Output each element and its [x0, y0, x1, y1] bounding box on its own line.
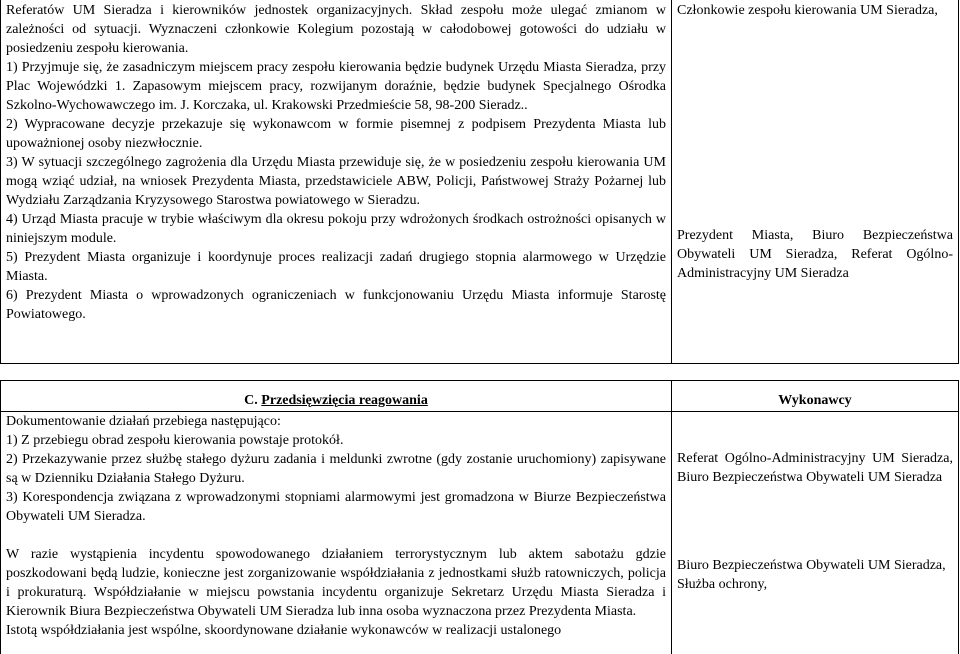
- top-right-cell-executors: [672, 226, 958, 283]
- bottom-left-cell: [1, 412, 671, 640]
- executors-president: Prezydent Miasta, Biuro Bezpieczeństwa Obywateli UM Sieradza, Referat Ogólno-Administracyjny UM Sieradza: [677, 228, 953, 281]
- cooperation-paragraph: Istotą współdziałania jest wspólne, skoordynowane działanie wykonawców w realizacji ustalonego: [6, 623, 562, 638]
- executors-members: Członkowie zespołu kierowania UM Sieradza,: [677, 3, 938, 18]
- documentation-item-2: 2) Przekazywanie przez służbę stałego dyżuru zadania i meldunki zwrotne (gdy zostanie uruchomiony) zapisywane są w Dzienniku Działania Stałego Dyżuru.: [6, 452, 666, 486]
- documentation-item-1: 1) Z przebiegu obrad zespołu kierowania powstaje protokół.: [6, 433, 344, 448]
- executors-documentation: Referat Ogólno-Administracyjny UM Sieradza, Biuro Bezpieczeństwa Obywateli UM Sieradza: [677, 451, 953, 485]
- documentation-intro: Dokumentowanie działań przebiega następująco:: [6, 414, 281, 429]
- point-3: 3) W sytuacji szczególnego zagrożenia dla Urzędu Miasta przewiduje się, że w posiedzeniu zespołu kierowania UM mogą wziąć udział, na wniosek Prezydenta Miasta, przedstawiciele ABW, Policji, Państwowej Straży Pożarnej lub Wydziału Zarządzania Kryzysowego Starostwa powiatowego w Sieradzu.: [6, 155, 666, 208]
- executors-incident-line-1: Biuro Bezpieczeństwa Obywateli UM Sieradza,: [677, 558, 946, 573]
- section-header: [1, 391, 671, 410]
- section-title: Przedsięwzięcia reagowania: [261, 393, 428, 408]
- top-table-bottom-border: [0, 363, 959, 364]
- point-4: 4) Urząd Miasta pracuje w trybie właściwym dla okresu pokoju przy wdrożonych środkach ostrożności opisanych w niniejszym module.: [6, 212, 666, 246]
- intro-paragraph: Referatów UM Sieradza i kierowników jednostek organizacyjnych. Skład zespołu może ulegać zmianom w zależności od sytuacji. Wyznaczeni członkowie Kolegium pozostają w całodobowej gotowości do udziału w posiedzeniu zespołu kierowania.: [6, 3, 666, 56]
- executors-incident-line-2: Służba ochrony,: [677, 577, 768, 592]
- bottom-right-cell-1: [672, 449, 958, 487]
- bottom-table-right-border: [958, 380, 959, 654]
- point-2: 2) Wypracowane decyzje przekazuje się wykonawcom w formie pisemnej z podpisem Prezydenta Miasta lub upoważnionej osoby niezwłocznie.: [6, 117, 666, 151]
- bottom-table-divider: [671, 380, 672, 654]
- paragraph-gap: [6, 526, 666, 545]
- documentation-item-3: 3) Korespondencja związana z wprowadzonymi stopniami alarmowymi jest gromadzona w Biurze Bezpieczeństwa Obywateli UM Sieradza.: [6, 490, 666, 524]
- top-right-cell-members: [672, 1, 958, 20]
- top-left-cell: [1, 1, 671, 324]
- point-1: 1) Przyjmuje się, że zasadniczym miejscem pracy zespołu kierowania będzie budynek Urzędu Miasta Sieradza, przy Plac Wojewódzki 1. Zapasowym miejscem pracy, rozwijanym doraźnie, będzie budynek Specjalnego Ośrodka Szkolno-Wychowawczego im. J. Korczaka, ul. Krakowski Przedmieście 58, 98-200 Sieradz..: [6, 60, 666, 113]
- section-prefix: C.: [244, 393, 258, 408]
- executors-header: Wykonawcy: [778, 393, 852, 408]
- point-5: 5) Prezydent Miasta organizuje i koordynuje proces realizacji zadań drugiego stopnia alarmowego w Urzędzie Miasta.: [6, 250, 666, 284]
- bottom-right-cell-2: [672, 556, 958, 594]
- bottom-table-top-border: [0, 380, 959, 381]
- point-6: 6) Prezydent Miasta o wprowadzonych ograniczeniach w funkcjonowaniu Urzędu Miasta informuje Starostę Powiatowego.: [6, 288, 666, 322]
- top-table-right-border: [958, 0, 959, 364]
- incident-paragraph: W razie wystąpienia incydentu spowodowanego działaniem terrorystycznym lub aktem sabotażu gdzie poszkodowani będą ludzie, konieczne jest zorganizowanie współdziałania z jednostkami służb ratowniczych, policja i prokuraturą. Współdziałanie w miejscu powstania incydentu organizuje Sekretarz Urzędu Miasta Sieradza i Kierownik Biura Bezpieczeństwa Obywateli UM Sieradza lub inna osoba wyznaczona przez Prezydenta Miasta.: [6, 547, 666, 619]
- top-table-divider: [671, 0, 672, 364]
